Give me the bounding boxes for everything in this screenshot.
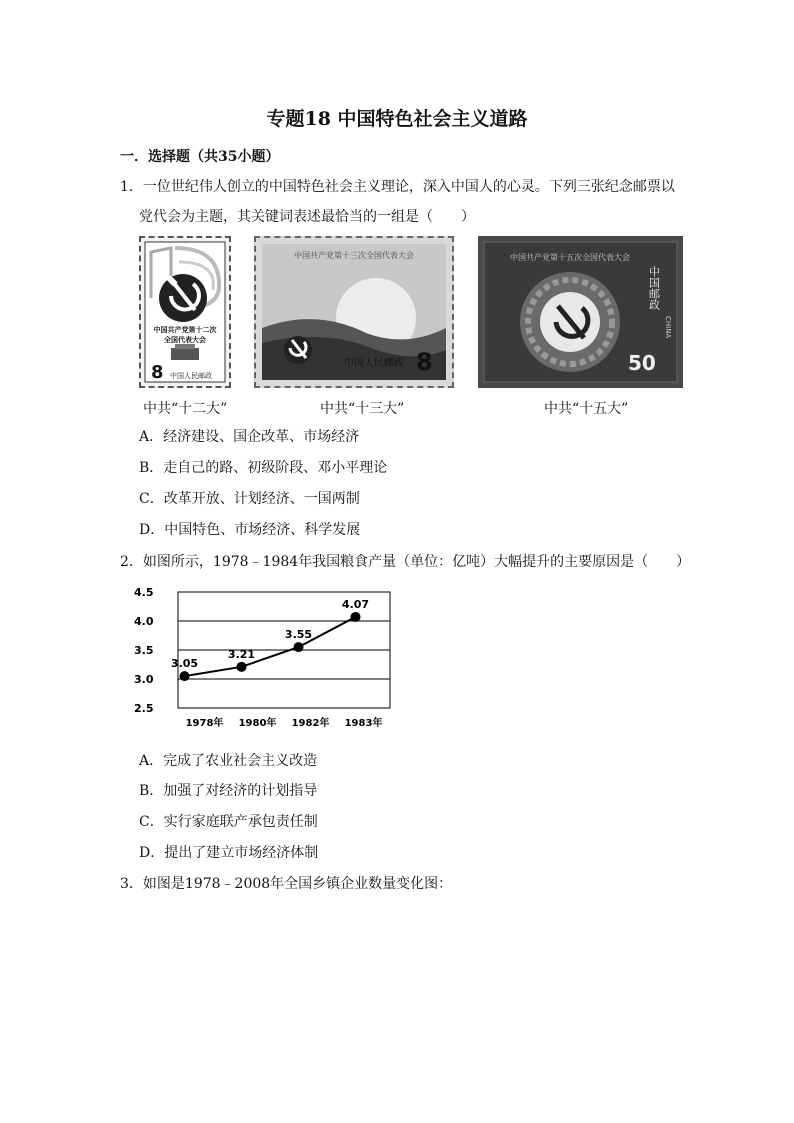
question-2-text: 2．如图所示，1978﹣1984年我国粮食产量（单位：亿吨）大幅提升的主要原因是（ ） [120,554,691,570]
question-2-option-c[interactable]: C．实行家庭联产承包责任制 [139,814,318,830]
stamp-12th-text2: 全国代表大会 [164,336,206,344]
stamp-13th-issuer: 中国人民邮政 [344,358,404,369]
stamp-15th-congress [478,236,683,388]
stamp-caption-12th: 中共“十二大” [143,401,228,417]
question-1-text-line1: 1．一位世纪伟人创立的中国特色社会主义理论，深入中国人的心灵。下列三张纪念邮票以 [120,179,675,195]
chart-x-tick-label: 1980年 [238,718,277,729]
question-2-option-b[interactable]: B．加强了对经济的计划指导 [139,783,318,799]
stamp-15th-issuer: 中国邮政 [647,266,661,310]
question-1-option-d[interactable]: D．中国特色、市场经济、科学发展 [139,522,361,538]
question-1-option-c[interactable]: C．改革开放、计划经济、一国两制 [139,491,360,507]
stamp-12th-text1: 中国共产党第十二次 [153,326,217,334]
stamp-13th-congress [254,236,454,388]
chart-x-tick-label: 1978年 [185,718,224,729]
chart-data-point [180,671,190,681]
question-1-text-line2: 党代会为主题，其关键词表述最恰当的一组是（ ） [139,209,475,225]
question-1-option-b[interactable]: B．走自己的路、初级阶段、邓小平理论 [139,460,388,476]
stamp-15th-issuer-en: CHINA [664,316,672,339]
stamp-12th-congress [139,236,231,388]
page-title: 专题18 中国特色社会主义道路 [266,108,528,130]
chart-y-tick-label: 3.0 [134,673,154,686]
question-1-option-a[interactable]: A．经济建设、国企改革、市场经济 [139,429,360,445]
stamp-15th-art [478,236,683,388]
chart-data-point [351,612,361,622]
stamp-15th-value: 50 [628,351,656,375]
chart-x-tick-label: 1982年 [291,718,330,729]
section-heading: 一．选择题（共35小题） [120,149,280,165]
chart-x-tick-label: 1983年 [344,718,383,729]
chart-series-line [185,617,356,676]
question-2-option-d[interactable]: D．提出了建立市场经济体制 [139,845,319,861]
stamp-caption-15th: 中共“十五大” [544,401,629,417]
stamp-13th-top-text: 中国共产党第十三次全国代表大会 [294,251,414,260]
chart-data-point [294,642,304,652]
stamp-12th-art [141,238,229,386]
chart-data-label: 3.55 [284,628,313,642]
stamp-15th-top-text: 中国共产党第十五次全国代表大会 [510,253,630,262]
chart-data-point [237,662,247,672]
chart-data-label: 3.05 [170,657,199,671]
question-2-option-a[interactable]: A．完成了农业社会主义改造 [139,753,318,769]
chart-y-tick-label: 3.5 [134,644,154,657]
stamp-13th-art [256,238,452,386]
question-3-text: 3．如图是1978﹣2008年全国乡镇企业数量变化图： [120,876,453,892]
chart-data-label: 4.07 [341,597,370,611]
chart-y-tick-label: 2.5 [134,702,154,715]
chart-y-tick-label: 4.5 [134,586,154,599]
stamp-12th-issuer: 中国人民邮政 [170,372,212,380]
grain-output-line-chart [130,578,400,734]
chart-y-tick-label: 4.0 [134,615,154,628]
stamp-caption-13th: 中共“十三大” [320,401,405,417]
stamp-12th-value: 8 [151,362,164,383]
chart-data-label: 3.21 [227,647,256,661]
stamp-13th-value: 8 [416,348,433,376]
